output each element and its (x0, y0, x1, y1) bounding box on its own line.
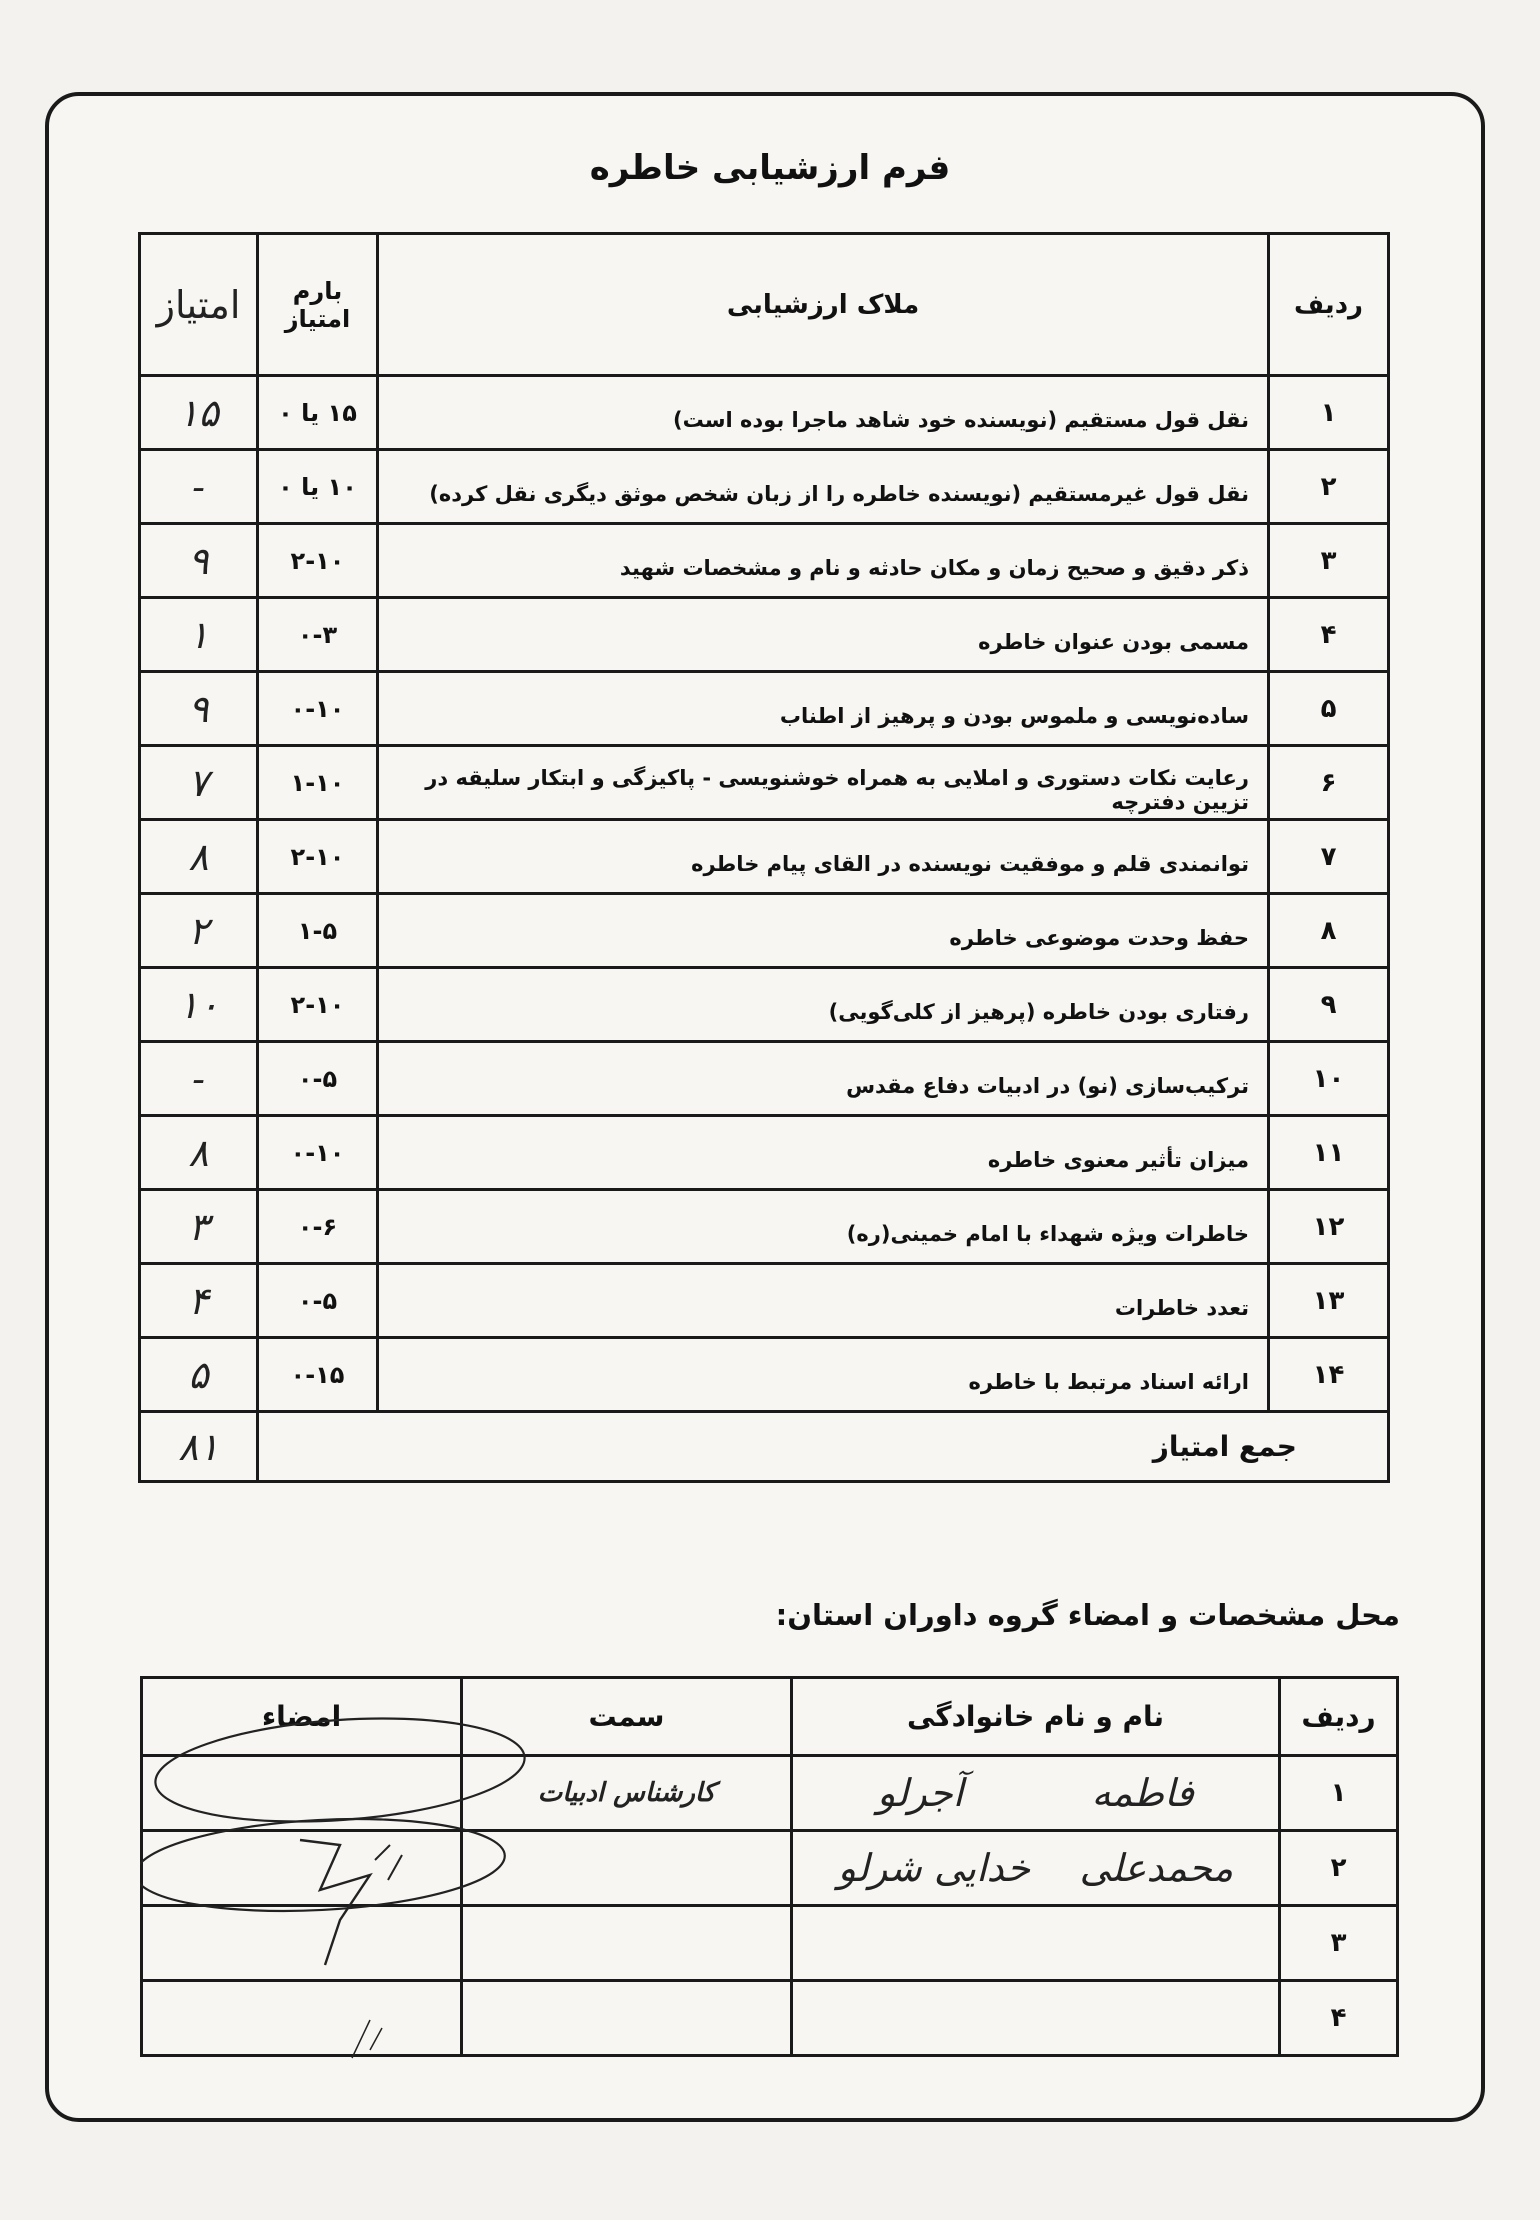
judge-signature (142, 1756, 462, 1831)
criterion-text: رعایت نکات دستوری و املایی به همراه خوشنویسی - پاکیزگی و ابتکار سلیقه در تزیین دفترچه (378, 746, 1269, 820)
awarded-score: - (140, 1042, 258, 1116)
judge-row-number: ۳ (1280, 1906, 1398, 1981)
judge-row-number: ۴ (1280, 1981, 1398, 2056)
criterion-text: حفظ وحدت موضوعی خاطره (378, 894, 1269, 968)
score-range: ۲-۱۰ (258, 820, 378, 894)
judges-table (140, 1676, 1399, 2057)
table-row (140, 450, 1389, 524)
judge-row-number: ۱ (1280, 1756, 1398, 1831)
judges-header-row (142, 1678, 1398, 1756)
table-row (140, 524, 1389, 598)
row-number: ۱۳ (1269, 1264, 1389, 1338)
judges-header-name: نام و نام خانوادگی (792, 1678, 1280, 1756)
row-number: ۵ (1269, 672, 1389, 746)
awarded-score: - (140, 450, 258, 524)
score-range: ۲-۱۰ (258, 968, 378, 1042)
awarded-score: ۸ (140, 820, 258, 894)
judge-role (462, 1981, 792, 2056)
score-range: ۰-۱۵ (258, 1338, 378, 1412)
criterion-text: رفتاری بودن خاطره (پرهیز از کلی‌گویی) (378, 968, 1269, 1042)
awarded-score: ۱۰ (140, 968, 258, 1042)
judge-name (792, 1756, 1280, 1831)
criterion-text: ساده‌نویسی و ملموس بودن و پرهیز از اطناب (378, 672, 1269, 746)
row-number: ۱۲ (1269, 1190, 1389, 1264)
score-range: ۱۵ یا ۰ (258, 376, 378, 450)
criterion-text: ارائه اسناد مرتبط با خاطره (378, 1338, 1269, 1412)
judge-row (142, 1756, 1398, 1831)
criterion-text: خاطرات ویژه شهداء با امام خمینی(ره) (378, 1190, 1269, 1264)
judge-last-name: آجرلو (877, 1771, 964, 1815)
judge-name (792, 1831, 1280, 1906)
awarded-score: ۸ (140, 1116, 258, 1190)
row-number: ۹ (1269, 968, 1389, 1042)
row-number: ۳ (1269, 524, 1389, 598)
row-number: ۶ (1269, 746, 1389, 820)
header-row-number: ردیف (1269, 234, 1389, 376)
judge-signature (142, 1981, 462, 2056)
score-range: ۱-۵ (258, 894, 378, 968)
judge-row (142, 1831, 1398, 1906)
score-range: ۱-۱۰ (258, 746, 378, 820)
judge-first-name: محمدعلی (1079, 1846, 1234, 1890)
criterion-text: میزان تأثیر معنوی خاطره (378, 1116, 1269, 1190)
criterion-text: نقل قول مستقیم (نویسنده خود شاهد ماجرا بوده است) (378, 376, 1269, 450)
awarded-score: ۵ (140, 1338, 258, 1412)
table-row (140, 1338, 1389, 1412)
header-score: امتیاز (140, 234, 258, 376)
table-row (140, 968, 1389, 1042)
criterion-text: تعدد خاطرات (378, 1264, 1269, 1338)
row-number: ۷ (1269, 820, 1389, 894)
total-label: جمع امتیاز (258, 1412, 1389, 1482)
judge-role (462, 1831, 792, 1906)
score-range: ۰-۳ (258, 598, 378, 672)
score-range: ۰-۱۰ (258, 672, 378, 746)
score-range: ۱۰ یا ۰ (258, 450, 378, 524)
criterion-text: توانمندی قلم و موفقیت نویسنده در القای پیام خاطره (378, 820, 1269, 894)
judge-last-name: خدایی شرلو (837, 1846, 1031, 1890)
score-range: ۰-۵ (258, 1042, 378, 1116)
judge-name (792, 1906, 1280, 1981)
judge-signature (142, 1831, 462, 1906)
awarded-score: ۴ (140, 1264, 258, 1338)
judge-name (792, 1981, 1280, 2056)
table-row (140, 820, 1389, 894)
score-range: ۰-۶ (258, 1190, 378, 1264)
row-number: ۱۱ (1269, 1116, 1389, 1190)
evaluation-table (138, 232, 1390, 1483)
judges-header-role: سمت (462, 1678, 792, 1756)
judge-role (462, 1906, 792, 1981)
awarded-score: ۱ (140, 598, 258, 672)
criterion-text: نقل قول غیرمستقیم (نویسنده خاطره را از زبان شخص موثق دیگری نقل کرده) (378, 450, 1269, 524)
judges-body (142, 1756, 1398, 2056)
row-number: ۴ (1269, 598, 1389, 672)
judge-first-name: فاطمه (1091, 1771, 1194, 1815)
table-row (140, 1264, 1389, 1338)
judges-heading: محل مشخصات و امضاء گروه داوران استان: (775, 1598, 1400, 1632)
judge-row (142, 1981, 1398, 2056)
evaluation-header-row (140, 234, 1389, 376)
header-range: بارم امتیاز (258, 234, 378, 376)
row-number: ۱۰ (1269, 1042, 1389, 1116)
criterion-text: ترکیب‌سازی (نو) در ادبیات دفاع مقدس (378, 1042, 1269, 1116)
row-number: ۲ (1269, 450, 1389, 524)
total-score: ۸۱ (140, 1412, 258, 1482)
awarded-score: ۷ (140, 746, 258, 820)
awarded-score: ۳ (140, 1190, 258, 1264)
awarded-score: ۹ (140, 524, 258, 598)
table-row (140, 1116, 1389, 1190)
score-range: ۰-۵ (258, 1264, 378, 1338)
table-row (140, 598, 1389, 672)
judges-header-row-number: ردیف (1280, 1678, 1398, 1756)
evaluation-body (140, 376, 1389, 1482)
header-criterion: ملاک ارزشیابی (378, 234, 1269, 376)
table-row (140, 894, 1389, 968)
total-row (140, 1412, 1389, 1482)
judge-role: کارشناس ادبیات (462, 1756, 792, 1831)
form-title: فرم ارزشیابی خاطره (589, 148, 951, 188)
row-number: ۱ (1269, 376, 1389, 450)
awarded-score: ۹ (140, 672, 258, 746)
score-range: ۲-۱۰ (258, 524, 378, 598)
table-row (140, 672, 1389, 746)
criterion-text: ذکر دقیق و صحیح زمان و مکان حادثه و نام و مشخصات شهید (378, 524, 1269, 598)
table-row (140, 1042, 1389, 1116)
judges-header-signature: امضاء (142, 1678, 462, 1756)
table-row (140, 1190, 1389, 1264)
judge-row (142, 1906, 1398, 1981)
row-number: ۸ (1269, 894, 1389, 968)
awarded-score: ۱۵ (140, 376, 258, 450)
judge-signature (142, 1906, 462, 1981)
row-number: ۱۴ (1269, 1338, 1389, 1412)
judge-row-number: ۲ (1280, 1831, 1398, 1906)
awarded-score: ۲ (140, 894, 258, 968)
table-row (140, 376, 1389, 450)
table-row (140, 746, 1389, 820)
criterion-text: مسمی بودن عنوان خاطره (378, 598, 1269, 672)
score-range: ۰-۱۰ (258, 1116, 378, 1190)
